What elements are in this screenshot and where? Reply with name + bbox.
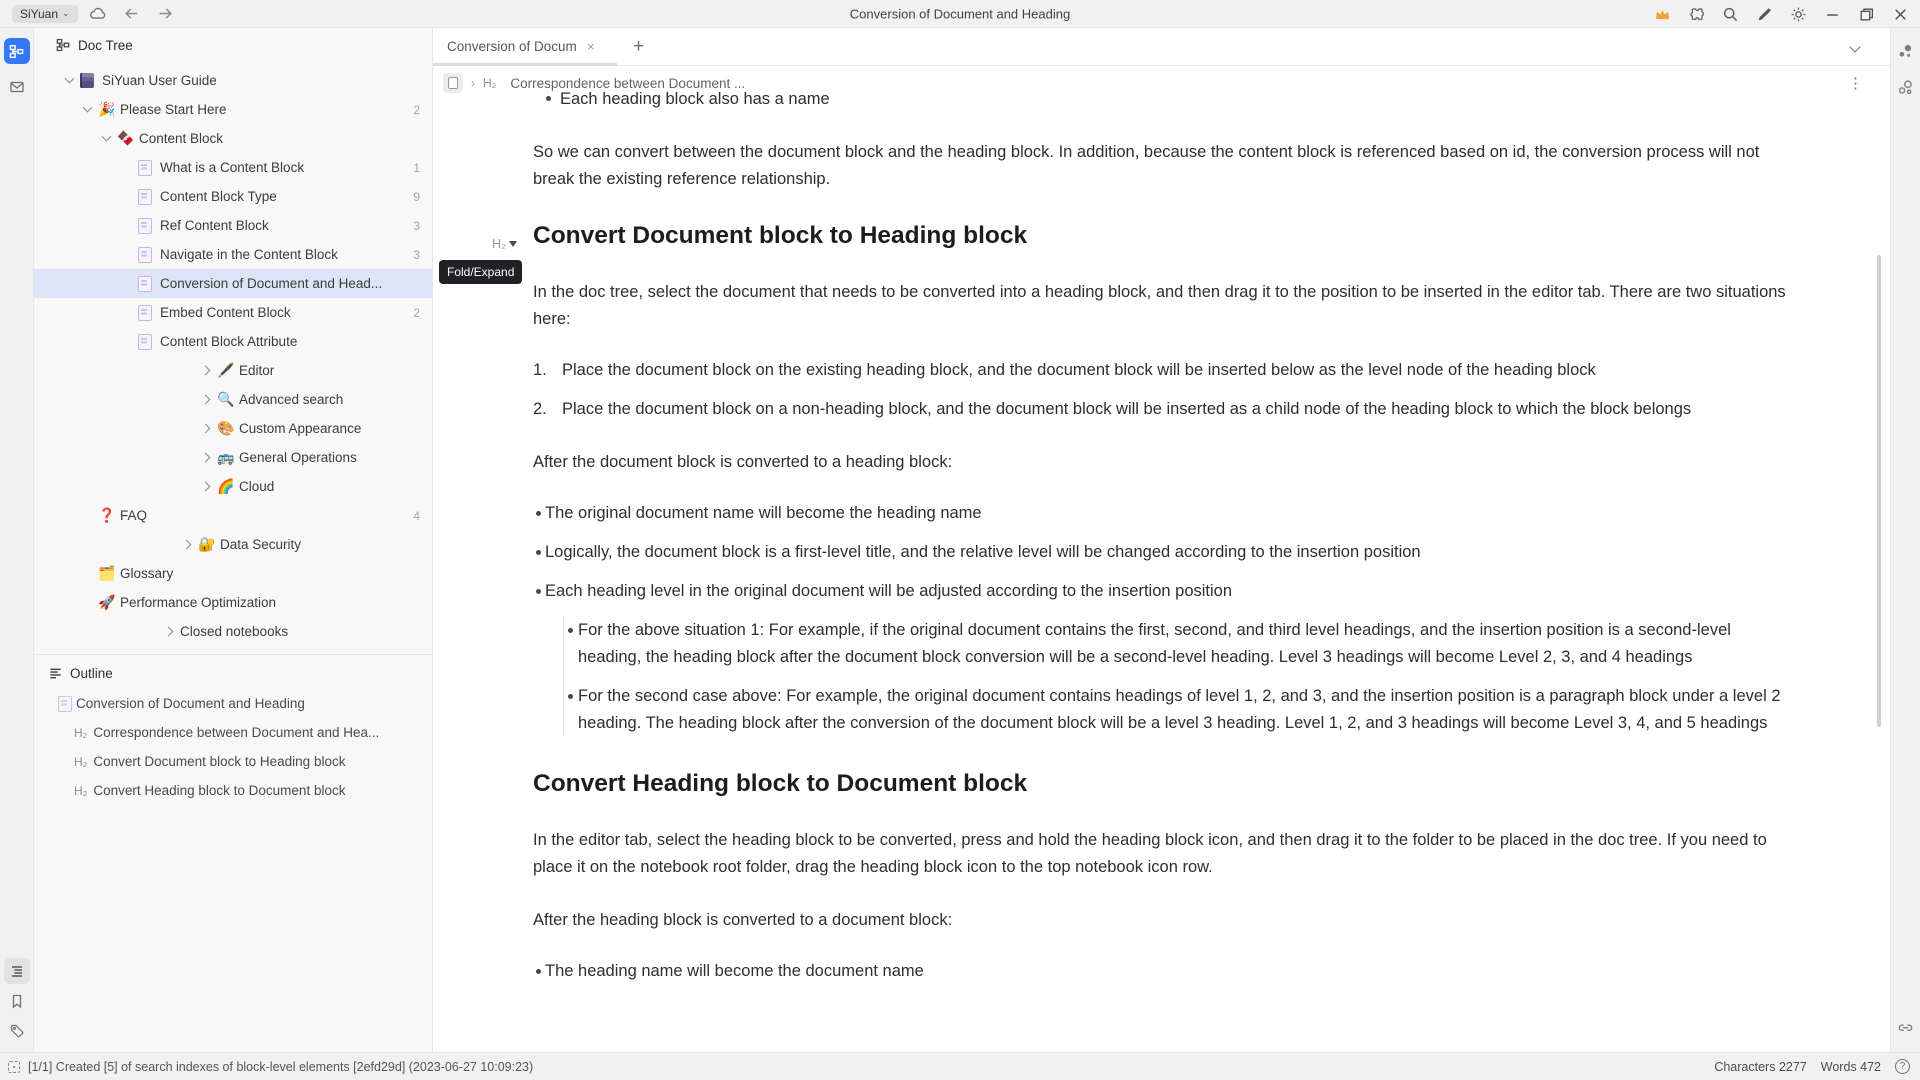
chevron-right-icon[interactable] [197, 477, 217, 497]
outline-dock-button[interactable] [4, 958, 30, 984]
heading-2[interactable] [533, 767, 1791, 801]
h2-marker: H₂ [483, 76, 497, 90]
chevron-slot [118, 158, 138, 178]
list-number: 1. [533, 361, 547, 379]
chevron-right-icon[interactable] [178, 535, 198, 555]
tab-title: Conversion of Docum [447, 39, 577, 54]
word-count: Words 472 [1820, 1059, 1881, 1074]
chevron-down-icon[interactable] [60, 71, 80, 91]
list-item[interactable]: 1. Place the document block on the existing heading block, and the document block will be inserted below as the level node of the heading block [533, 357, 1791, 384]
breadcrumb-separator: › [471, 76, 475, 90]
bookmark-dock-button[interactable] [4, 988, 30, 1014]
tree-item[interactable]: 🔍 Advanced search [34, 385, 432, 414]
forward-icon[interactable] [152, 3, 180, 25]
outline-item[interactable]: H₂ Correspondence between Document and Hea... [74, 725, 380, 740]
chevron-slot [118, 303, 138, 323]
plugin-puzzle-icon[interactable] [1682, 3, 1710, 25]
paragraph[interactable]: So we can convert between the document block and the heading block. In addition, because the content block is referenced based on id, the conversion process will not break the existing reference relationship. [533, 143, 1760, 188]
doc-tree-dock-button[interactable] [4, 38, 30, 64]
list-item[interactable]: For the second case above: For example, the original document contains headings of level 1, 2, and 3, and the insertion position is a paragraph block under a level 2 heading. The heading block after the conversion of the document block will be a level 3 heading. Level 1, 2, and 3 headings will become Level 3, 4, and 5 headings [564, 683, 1791, 737]
document-icon [138, 305, 160, 320]
chevron-right-icon[interactable] [197, 419, 217, 439]
ordered-list [533, 357, 1791, 423]
status-bar [0, 1052, 1920, 1080]
paragraph[interactable]: In the doc tree, select the document that needs to be converted into a heading block, and then drag it to the position to be inserted in the editor tab. There are two situations here: [533, 283, 1786, 328]
tab-list-chevron-icon[interactable] [1848, 40, 1862, 54]
subdoc-count: 3 [413, 218, 420, 233]
doc-tree-panel-header [34, 28, 432, 62]
heading-text: Convert Heading block to Document block [533, 770, 1028, 797]
h2-marker: H₂ [492, 237, 506, 251]
sync-cloud-icon[interactable] [84, 3, 112, 25]
new-tab-button[interactable]: + [633, 35, 645, 57]
tree-item[interactable]: Ref Content Block 3 [34, 211, 432, 240]
heading-gutter[interactable] [492, 227, 517, 261]
document-icon [138, 334, 160, 349]
chevron-slot [118, 187, 138, 207]
back-icon[interactable] [118, 3, 146, 25]
global-graph-icon[interactable] [1893, 74, 1919, 100]
bullet-list [533, 958, 1791, 985]
backlinks-link-icon[interactable] [1893, 1014, 1919, 1040]
help-icon[interactable]: ? [1895, 1059, 1910, 1074]
tree-item[interactable]: 🌈 Cloud [34, 472, 432, 501]
fountain-pen-icon: 🖋️ [217, 362, 235, 378]
outline-item[interactable]: H₂ Convert Document block to Heading block [74, 754, 346, 769]
question-mark-icon: ❓ [98, 507, 116, 523]
status-message: [1/1] Created [5] of search indexes of block-level elements [2efd29d] (2023-06-27 10:09:23) [28, 1059, 534, 1074]
task-indicator-icon [8, 1061, 20, 1073]
more-icon[interactable]: ⋮ [1848, 75, 1864, 92]
h2-marker: H₂ [74, 783, 88, 798]
document-icon [138, 247, 160, 262]
character-count: Characters 2277 [1714, 1059, 1807, 1074]
tree-item-selected[interactable]: Conversion of Document and Head... [34, 269, 432, 298]
tree-item[interactable]: What is a Content Block 1 [34, 153, 432, 182]
theme-sun-icon[interactable] [1784, 3, 1812, 25]
tree-item-closed-notebooks[interactable]: Closed notebooks [34, 617, 432, 646]
chevron-slot [78, 506, 98, 526]
tag-dock-button[interactable] [4, 1018, 30, 1044]
fold-expand-tooltip: Fold/Expand [439, 260, 522, 284]
card-index-icon: 🗂️ [98, 565, 116, 581]
outline-item[interactable]: Conversion of Document and Heading [34, 689, 432, 718]
subdoc-count: 3 [413, 247, 420, 262]
heading-2[interactable] [492, 219, 1791, 253]
rainbow-icon: 🌈 [217, 478, 235, 494]
bullet-list [533, 500, 1791, 737]
subdoc-count: 2 [413, 305, 420, 320]
tree-item[interactable]: 🍫 Content Block [34, 124, 432, 153]
palette-icon: 🎨 [217, 420, 235, 436]
edit-pencil-icon[interactable] [1750, 3, 1778, 25]
rocket-icon: 🚀 [98, 594, 116, 610]
heading-text: Convert Document block to Heading block [533, 222, 1028, 249]
outline-list [34, 689, 432, 805]
paragraph[interactable]: In the editor tab, select the heading block to be converted, press and hold the heading block icon, and then drag it to the folder to be placed in the doc tree. If you need to place it on the notebook root folder, drag the heading block icon to the top notebook icon row. [533, 831, 1767, 876]
right-dock [1890, 28, 1920, 1052]
tree-item[interactable]: Navigate in the Content Block 3 [34, 240, 432, 269]
subdoc-count: 9 [413, 189, 420, 204]
chevron-down-icon[interactable] [78, 100, 98, 120]
paragraph[interactable]: After the heading block is converted to a document block: [533, 911, 953, 929]
breadcrumb-heading[interactable]: Correspondence between Document ... [510, 75, 746, 91]
chevron-slot [118, 216, 138, 236]
sidebar [34, 28, 433, 1052]
party-popper-icon: 🎉 [98, 101, 116, 117]
editor-area [433, 28, 1890, 1052]
notebook-icon [80, 73, 102, 89]
tree-item[interactable]: 🎉 Please Start Here 2 [34, 95, 432, 124]
doc-tree [34, 62, 432, 646]
tree-item[interactable]: 🖋️ Editor [34, 356, 432, 385]
titlebar [0, 0, 1920, 28]
lock-icon: 🔐 [198, 536, 216, 552]
doc-tree-icon [56, 38, 70, 52]
tree-item[interactable]: 🔐 Data Security [34, 530, 432, 559]
inbox-mail-icon[interactable] [4, 74, 30, 100]
subdoc-count: 2 [413, 102, 420, 117]
list-item[interactable]: 2. Place the document block on a non-heading block, and the document block will be inserted as a child node of the heading block to which the block belongs [533, 396, 1791, 423]
doc-tree-panel-title: Doc Tree [78, 37, 133, 53]
magnifier-icon: 🔍 [217, 391, 235, 407]
outline-icon [48, 666, 63, 681]
document-body [433, 90, 1890, 1052]
document-icon [138, 218, 160, 233]
window-title: Conversion of Document and Heading [849, 6, 1071, 21]
chevron-right-icon[interactable] [197, 361, 217, 381]
chevron-down-icon[interactable] [97, 129, 117, 149]
chevron-slot [118, 245, 138, 265]
h2-marker: H₂ [74, 725, 88, 740]
list-item[interactable]: Each heading level in the original document will be adjusted according to the insertion position [533, 578, 1791, 605]
tree-item[interactable]: Content Block Type 9 [34, 182, 432, 211]
tree-item[interactable]: ❓ FAQ 4 [34, 501, 432, 530]
list-item[interactable]: The heading name will become the document name [533, 958, 1791, 985]
sidebar-divider [34, 654, 432, 655]
document-icon [138, 276, 160, 291]
left-dock [0, 28, 34, 1052]
close-icon[interactable] [1886, 3, 1914, 25]
tree-item[interactable]: Embed Content Block 2 [34, 298, 432, 327]
scrollbar-thumb[interactable] [1877, 255, 1881, 727]
tree-item[interactable]: Content Block Attribute [34, 327, 432, 356]
chevron-right-icon[interactable] [197, 390, 217, 410]
document-icon [58, 696, 76, 711]
chevron-down-icon: ⌄ [62, 8, 70, 18]
list-item[interactable]: For the above situation 1: For example, if the original document contains the first, second, and third level headings, and the insertion position is a second-level heading, the heading block after the document block conversion will be a second-level heading. Level 3 headings will become Level 2, 3, and 4 headings [564, 617, 1791, 671]
list-item[interactable]: Logically, the document block is a first-level title, and the relative level will be changed according to the insertion position [533, 539, 1791, 566]
chocolate-icon: 🍫 [117, 130, 135, 146]
list-number: 2. [533, 400, 547, 418]
tree-item[interactable]: 🚌 General Operations [34, 443, 432, 472]
h2-marker: H₂ [74, 754, 88, 769]
minimize-icon[interactable] [1818, 3, 1846, 25]
document-icon [138, 160, 160, 175]
document-icon [138, 189, 160, 204]
chevron-slot [78, 593, 98, 613]
list-item[interactable]: Each heading block also has a name [533, 86, 1791, 113]
outline-panel-header [34, 657, 432, 689]
paragraph[interactable]: After the document block is converted to a heading block: [533, 453, 953, 471]
outline-panel-title: Outline [70, 665, 113, 681]
chevron-right-icon[interactable] [160, 622, 180, 642]
nested-bullet-list [563, 617, 1791, 737]
graph-view-icon[interactable] [1893, 38, 1919, 64]
restore-window-icon[interactable] [1852, 3, 1880, 25]
chevron-slot [118, 274, 138, 294]
subdoc-count: 4 [413, 508, 420, 523]
tree-item[interactable]: 🎨 Custom Appearance [34, 414, 432, 443]
membership-crown-icon[interactable] [1648, 3, 1676, 25]
document-icon[interactable] [443, 73, 463, 93]
tree-item[interactable]: 🗂️ Glossary [34, 559, 432, 588]
app-menu-label: SiYuan [20, 6, 59, 21]
tree-item-notebook[interactable]: SiYuan User Guide [34, 66, 432, 95]
app-menu-button[interactable] [12, 5, 78, 23]
tab-active[interactable] [433, 28, 617, 66]
tab-bar [433, 28, 1890, 66]
chevron-slot [118, 332, 138, 352]
list-item[interactable]: The original document name will become the heading name [533, 500, 1791, 527]
subdoc-count: 1 [413, 160, 420, 175]
bus-icon: 🚌 [217, 449, 235, 465]
tab-close-icon[interactable]: × [587, 39, 595, 54]
search-icon[interactable] [1716, 3, 1744, 25]
chevron-right-icon[interactable] [197, 448, 217, 468]
outline-item[interactable]: H₂ Convert Heading block to Document block [74, 783, 346, 798]
fold-triangle-icon[interactable] [509, 241, 517, 247]
chevron-slot [78, 564, 98, 584]
tree-item[interactable]: 🚀 Performance Optimization [34, 588, 432, 617]
